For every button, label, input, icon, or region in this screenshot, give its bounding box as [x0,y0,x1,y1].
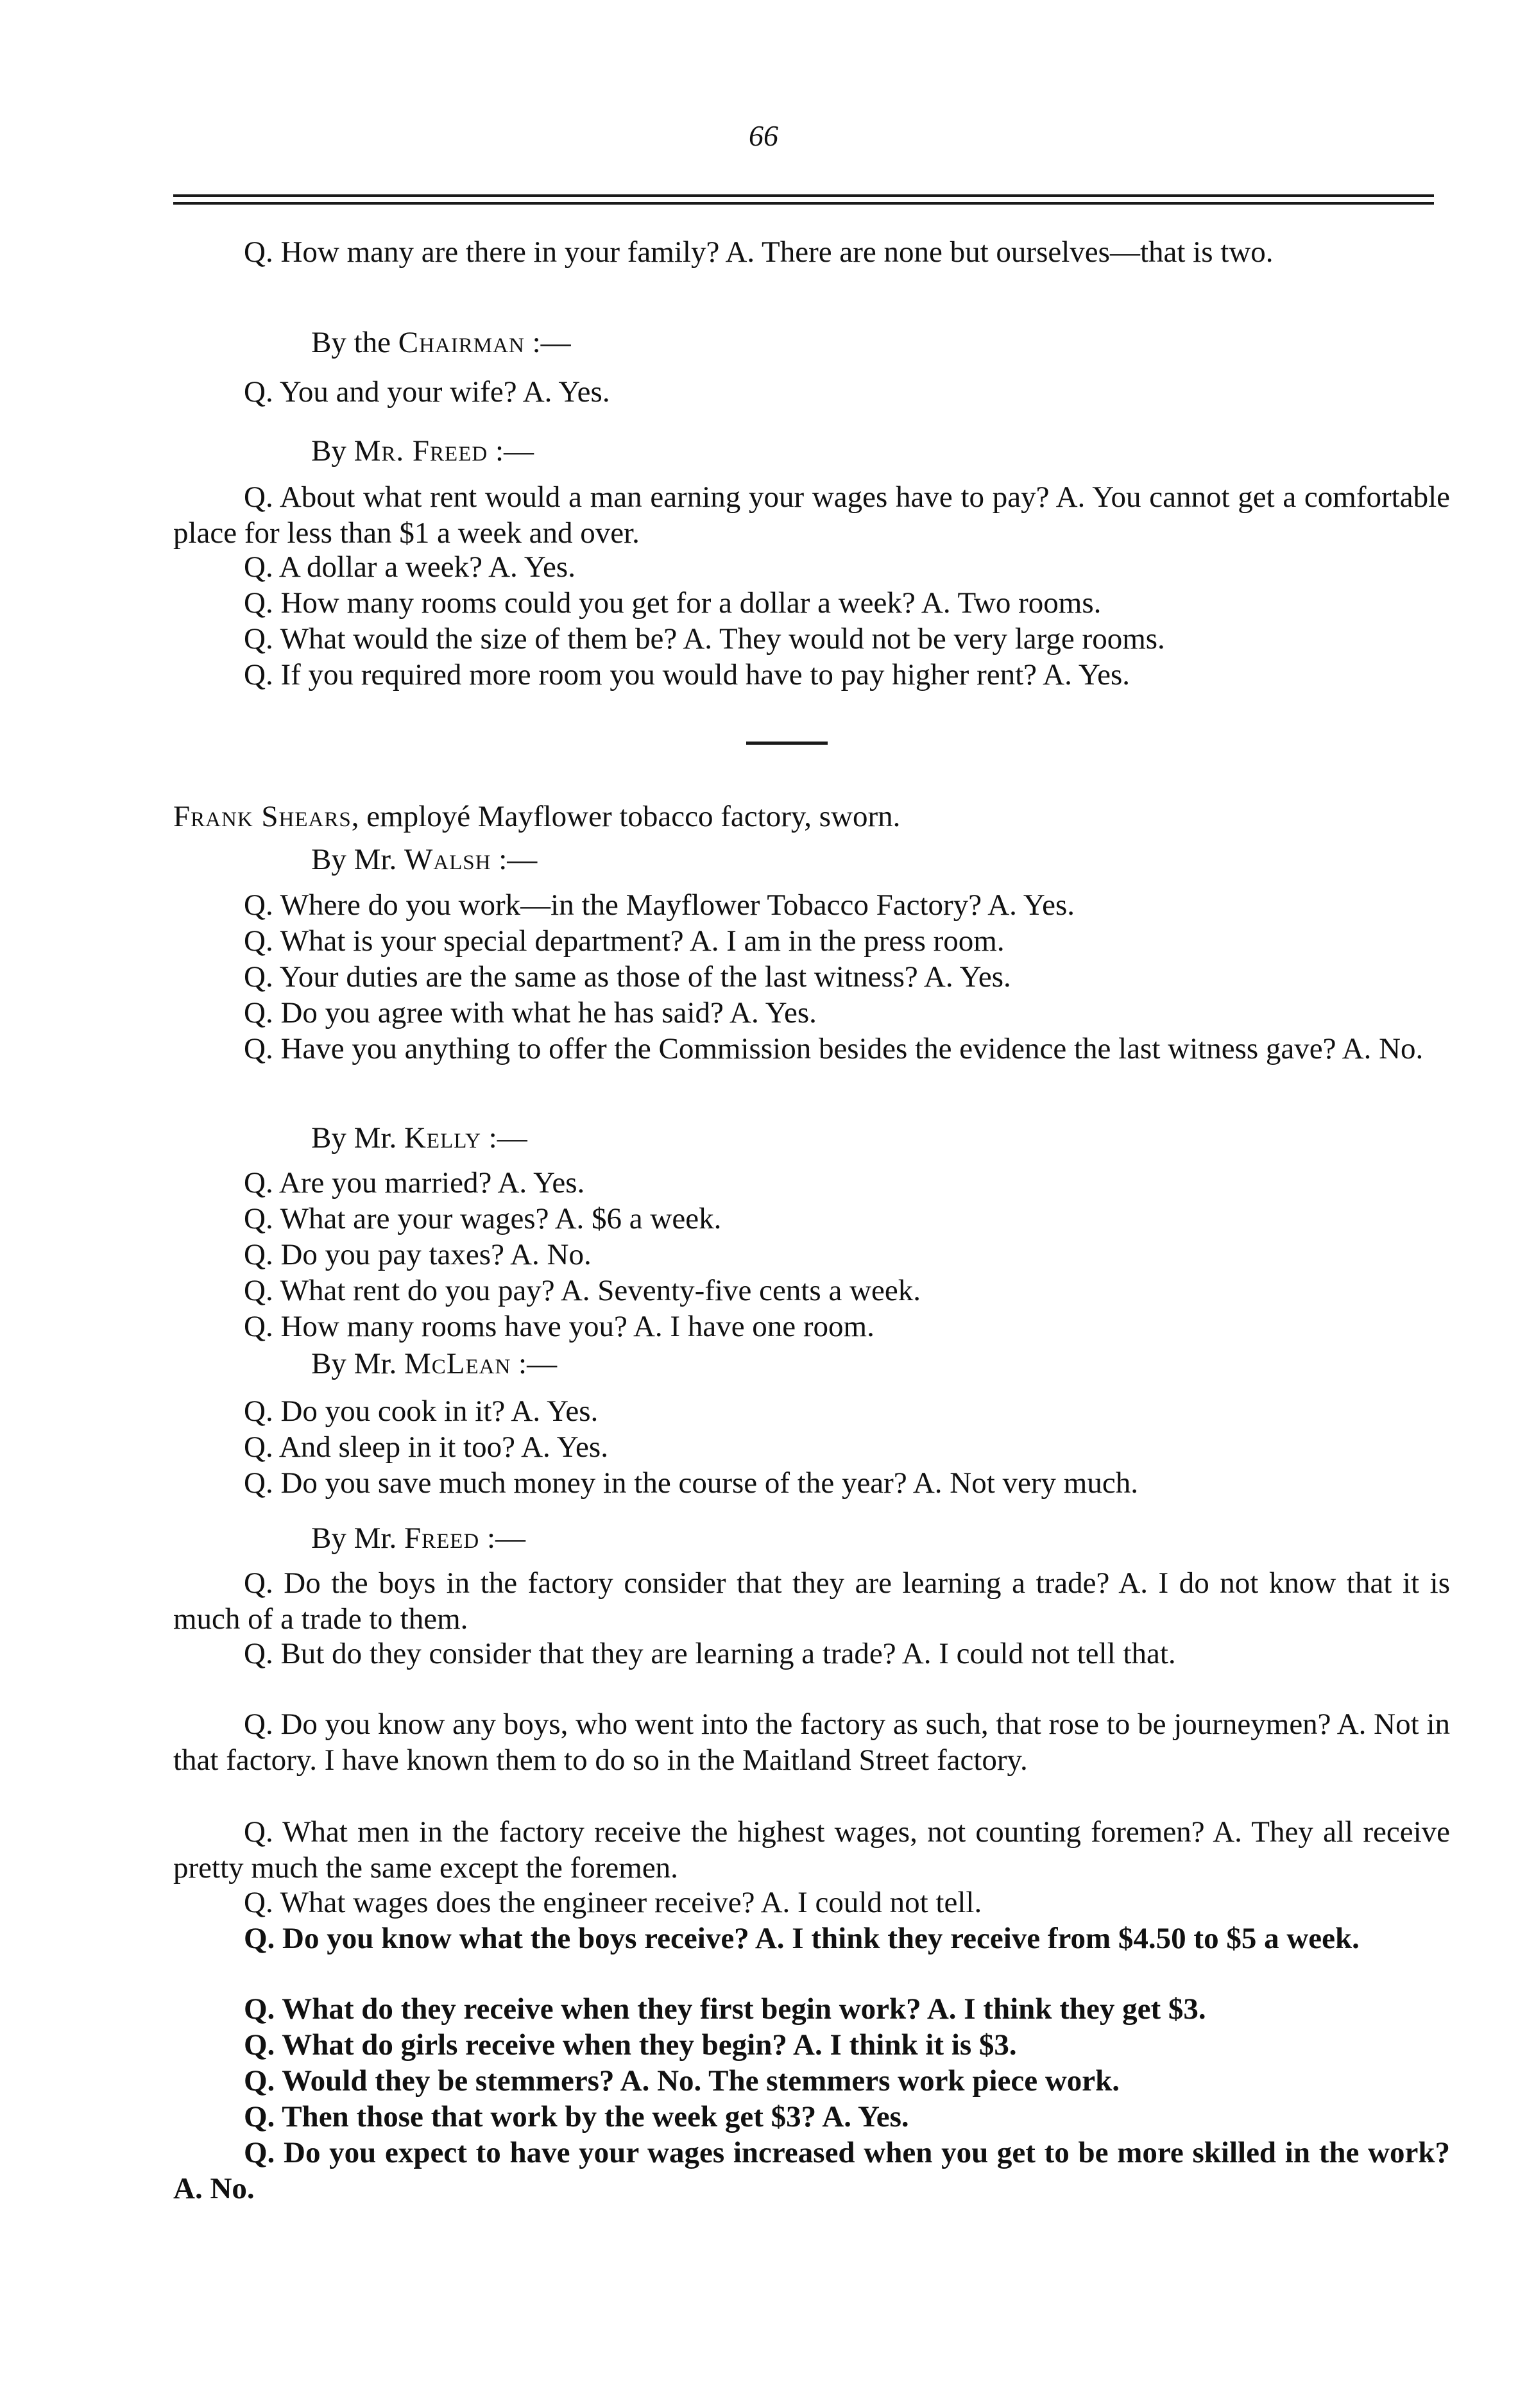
paragraph: Q. What are your wages? A. $6 a week. [244,1202,722,1235]
examiner-prefix: By the [311,326,391,359]
examiner-suffix: :— [524,326,571,359]
paragraph: Q. What men in the factory receive the highest wages, not counting foremen? A. They all receive pretty much the same except the foremen. [173,1815,1450,1885]
examiner-prefix: By Mr. [311,1121,397,1155]
examiner-suffix: :— [491,843,538,876]
examiner-heading [311,842,537,878]
witness-description: , employé Mayflower tobacco factory, sworn. [351,800,901,833]
examiner-name: Walsh [404,843,491,876]
examiner-prefix: By [311,434,346,468]
paragraph: Q. What is your special department? A. I am in the press room. [244,924,1005,958]
examiner-name: McLean [404,1347,511,1380]
paragraph: Q. Where do you work—in the Mayflower Tobacco Factory? A. Yes. [244,888,1075,922]
examiner-name: Freed [404,1522,480,1555]
examiner-prefix: By Mr. [311,1347,397,1380]
paragraph: Q. Would they be stemmers? A. No. The stemmers work piece work. [244,2064,1120,2098]
paragraph: Q. Do you know what the boys receive? A. I think they receive from $4.50 to $5 a week. [244,1922,1360,1955]
examiner-suffix: :— [488,434,534,468]
examiner-prefix: By Mr. [311,1522,397,1555]
paragraph: Q. Then those that work by the week get $3? A. Yes. [244,2100,909,2133]
paragraph: Q. Have you anything to offer the Commission besides the evidence the last witness gave? A. No. [244,1032,1424,1065]
examiner-heading [311,1120,527,1156]
section-separator [746,742,828,745]
witness-heading [173,799,1450,835]
examiner-prefix: By Mr. [311,843,397,876]
paragraph: Q. What do they receive when they first begin work? A. I think they get $3. [244,1992,1206,2026]
examiner-name: Chairman [398,326,525,359]
paragraph: Q. You and your wife? A. Yes. [244,375,610,409]
paragraph: Q. What wages does the engineer receive? A. I could not tell. [244,1886,982,1919]
paragraph: Q. What rent do you pay? A. Seventy-five cents a week. [244,1274,921,1307]
paragraph: Q. And sleep in it too? A. Yes. [244,1430,608,1464]
paragraph: Q. Your duties are the same as those of the last witness? A. Yes. [244,960,1011,994]
paragraph: Q. A dollar a week? A. Yes. [244,550,576,584]
paragraph: Q. But do they consider that they are learning a trade? A. I could not tell that. [244,1637,1176,1670]
paragraph: Q. Do the boys in the factory consider that they are learning a trade? A. I do not know that it is much of a trade to them. [173,1566,1450,1636]
examiner-heading [311,1346,557,1382]
paragraph: Q. If you required more room you would have to pay higher rent? A. Yes. [244,658,1130,691]
paragraph: Q. Do you expect to have your wages increased when you get to be more skilled in the work? A. No. [173,2136,1450,2205]
paragraph: Q. What do girls receive when they begin? A. I think it is $3. [244,2028,1017,2062]
examiner-heading [311,325,571,360]
paragraph: Q. Do you cook in it? A. Yes. [244,1395,599,1428]
paragraph: Q. Do you pay taxes? A. No. [244,1238,592,1271]
paragraph: Q. How many rooms have you? A. I have one room. [244,1310,874,1343]
examiner-heading [311,433,534,469]
examiner-suffix: :— [479,1522,526,1555]
page-number: 66 [749,119,778,152]
paragraph: Q. What would the size of them be? A. They would not be very large rooms. [244,622,1165,656]
paragraph: Q. Do you agree with what he has said? A. Yes. [244,996,817,1030]
examiner-heading [311,1520,525,1556]
paragraph: Q. Do you know any boys, who went into the factory as such, that rose to be journeymen? A. Not in that factory. I have known them to do so in the Maitland Street factory. [173,1708,1450,1777]
paragraph: Q. About what rent would a man earning your wages have to pay? A. You cannot get a comfortable place for less than $1 a week and over. [173,480,1450,550]
witness-name: Frank Shears [173,800,352,833]
paragraph: Q. Are you married? A. Yes. [244,1166,585,1200]
paragraph: Q. Do you save much money in the course of the year? A. Not very much. [244,1466,1138,1500]
examiner-suffix: :— [481,1121,527,1155]
examiner-name: Kelly [404,1121,481,1155]
paragraph: Q. How many are there in your family? A. There are none but ourselves—that is two. [244,235,1274,269]
examiner-name: Mr. Freed [354,434,488,468]
paragraph: Q. How many rooms could you get for a dollar a week? A. Two rooms. [244,586,1102,620]
examiner-suffix: :— [511,1347,558,1380]
header-rule-bottom [173,202,1434,205]
header-rule-top [173,194,1434,197]
